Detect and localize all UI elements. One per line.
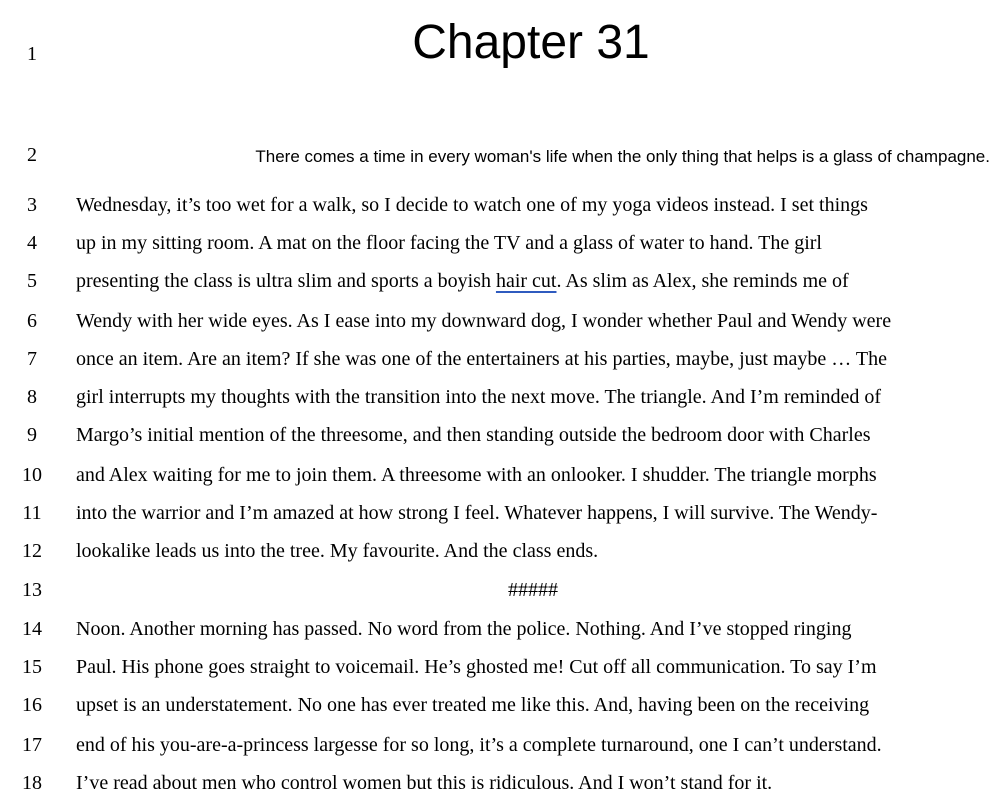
line-number: 2 <box>27 144 37 166</box>
body-line: Wendy with her wide eyes. As I ease into my downward dog, I wonder whether Paul and Wendy were <box>76 310 892 332</box>
body-line: end of his you-are-a-princess largesse for so long, it’s a complete turnaround, one I can’t understand. <box>76 734 882 756</box>
scene-separator: ##### <box>508 579 558 601</box>
line-number: 7 <box>27 348 37 370</box>
line-number: 1 <box>27 43 37 65</box>
line-number: 10 <box>22 464 42 486</box>
body-line: lookalike leads us into the tree. My favourite. And the class ends. <box>76 540 599 562</box>
body-text-segment: presenting the class is ultra slim and sports a boyish <box>76 270 496 292</box>
body-line: I’ve read about men who control women but this is ridiculous. And I won’t stand for it. <box>76 772 773 794</box>
line-number: 17 <box>22 734 42 756</box>
line-number: 6 <box>27 310 37 332</box>
body-line <box>76 269 849 293</box>
line-number: 11 <box>22 502 42 524</box>
body-text-segment: . As slim as Alex, she reminds me of <box>556 270 849 292</box>
line-number: 13 <box>22 579 42 601</box>
body-line: up in my sitting room. A mat on the floor facing the TV and a glass of water to hand. The girl <box>76 232 822 254</box>
line-number: 15 <box>22 656 42 678</box>
line-number: 18 <box>22 772 42 794</box>
line-number: 4 <box>27 232 37 254</box>
line-number: 5 <box>27 270 37 292</box>
body-line: Wednesday, it’s too wet for a walk, so I decide to watch one of my yoga videos instead. I set things <box>76 194 868 216</box>
epigraph: There comes a time in every woman's life when the only thing that helps is a glass of champagne. <box>255 147 990 166</box>
line-number: 14 <box>22 618 42 640</box>
body-line: Noon. Another morning has passed. No word from the police. Nothing. And I’ve stopped ringing <box>76 618 852 640</box>
body-line: and Alex waiting for me to join them. A threesome with an onlooker. I shudder. The triangle morphs <box>76 464 877 486</box>
line-number: 3 <box>27 194 37 216</box>
chapter-title: Chapter 31 <box>412 16 650 69</box>
body-line: upset is an understatement. No one has ever treated me like this. And, having been on the receiving <box>76 694 870 716</box>
body-line: girl interrupts my thoughts with the transition into the next move. The triangle. And I’m reminded of <box>76 386 882 408</box>
body-line: into the warrior and I’m amazed at how strong I feel. Whatever happens, I will survive. The Wendy- <box>76 502 878 524</box>
body-line: Paul. His phone goes straight to voicemail. He’s ghosted me! Cut off all communication. To say I’m <box>76 656 877 678</box>
grammar-suggestion-underline[interactable]: hair cut <box>495 270 557 292</box>
body-line: Margo’s initial mention of the threesome, and then standing outside the bedroom door with Charles <box>76 424 871 446</box>
body-line: once an item. Are an item? If she was one of the entertainers at his parties, maybe, just maybe … The <box>76 348 888 370</box>
line-number: 9 <box>27 424 37 446</box>
line-number: 12 <box>22 540 42 562</box>
line-number: 8 <box>27 386 37 408</box>
line-number: 16 <box>22 694 42 716</box>
